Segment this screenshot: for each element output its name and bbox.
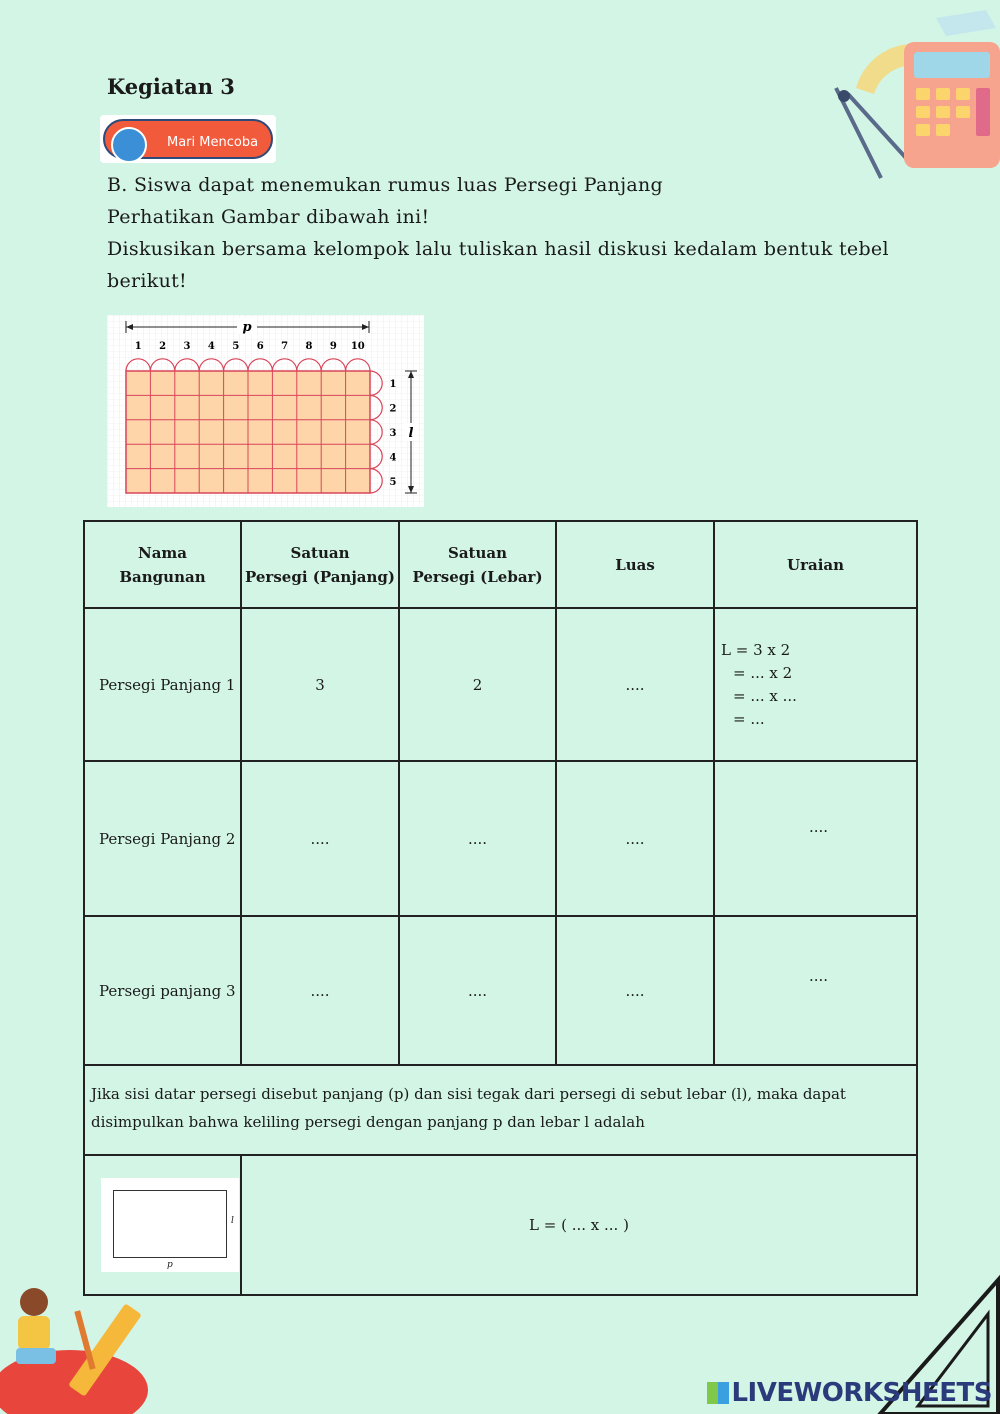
instruction-line-2: Perhatikan Gambar dibawah ini! xyxy=(107,206,430,228)
conclusion-text xyxy=(84,1065,917,1155)
column-label: 6 xyxy=(256,341,264,352)
row3-uraian-input[interactable]: .... xyxy=(714,916,917,1065)
row-label: 1 xyxy=(389,379,397,391)
row1-uraian xyxy=(714,608,917,761)
rect-l-label: l xyxy=(231,1216,234,1226)
header-luas: Luas xyxy=(556,521,714,608)
row3-luas-input[interactable]: .... xyxy=(556,916,714,1065)
rect-p-label: p xyxy=(167,1260,173,1270)
column-label: 9 xyxy=(329,341,337,352)
row-label: 2 xyxy=(389,403,397,415)
instruction-line-3: Diskusikan bersama kelompok lalu tuliskan hasil diskusi kedalam bentuk tebel xyxy=(107,238,889,260)
stationery-illustration xyxy=(826,8,1000,188)
rectangle-grid-figure xyxy=(107,315,424,507)
column-label: 5 xyxy=(232,341,240,352)
column-label: 1 xyxy=(134,341,142,352)
logo-text: LIVEWORKSHEETS xyxy=(731,1378,992,1408)
p-label: p xyxy=(242,320,252,335)
header-satuan-lebar xyxy=(399,521,556,608)
instruction-line-1: B. Siswa dapat menemukan rumus luas Persegi Panjang xyxy=(107,174,664,196)
table-row xyxy=(84,761,917,916)
column-label: 2 xyxy=(159,341,167,352)
header-nama-line2: Bangunan xyxy=(119,567,206,586)
row2-panjang-input[interactable]: .... xyxy=(241,761,399,916)
row3-nama: Persegi panjang 3 xyxy=(84,916,241,1065)
uraian-line-4[interactable]: = ... xyxy=(733,709,765,728)
rectangle-diagram-cell xyxy=(84,1155,241,1295)
uraian-line-1: L = 3 x 2 xyxy=(721,640,791,659)
rectangle-diagram xyxy=(101,1178,239,1272)
uraian-line-2[interactable]: = ... x 2 xyxy=(733,663,793,682)
row1-nama: Persegi Panjang 1 xyxy=(84,608,241,761)
badge-label: Mari Mencoba xyxy=(167,135,259,150)
data-table xyxy=(83,520,918,1296)
table-row xyxy=(84,916,917,1065)
column-label: 8 xyxy=(305,341,313,352)
table-row xyxy=(84,608,917,761)
row2-nama: Persegi Panjang 2 xyxy=(84,761,241,916)
header-sp-line2: Persegi (Panjang) xyxy=(245,567,395,586)
uraian-line-3[interactable]: = ... x ... xyxy=(733,686,797,705)
row2-luas-input[interactable]: .... xyxy=(556,761,714,916)
row-label: 4 xyxy=(389,452,397,464)
instruction-line-4: berikut! xyxy=(107,270,187,292)
header-sp-line1: Satuan xyxy=(290,543,350,562)
liveworksheets-logo xyxy=(707,1378,992,1408)
conclusion-line-1: Jika sisi datar persegi disebut panjang (p) dan sisi tegak dari persegi di sebut lebar (l), maka dapat xyxy=(91,1085,846,1103)
column-label: 4 xyxy=(207,341,215,352)
row2-lebar-input[interactable]: .... xyxy=(399,761,556,916)
column-label: 10 xyxy=(350,341,365,352)
row1-luas-input[interactable]: .... xyxy=(556,608,714,761)
row3-lebar-input[interactable]: .... xyxy=(399,916,556,1065)
student-illustration xyxy=(0,1280,170,1414)
conclusion-line-2: disimpulkan bahwa keliling persegi dengan panjang p dan lebar l adalah xyxy=(91,1113,645,1131)
header-nama-line1: Nama xyxy=(137,543,188,562)
row-label: 3 xyxy=(389,428,397,439)
header-nama-bangunan xyxy=(84,521,241,608)
column-label: 7 xyxy=(281,341,289,352)
hand-globe-icon xyxy=(111,127,147,163)
header-sl-line1: Satuan xyxy=(447,543,507,562)
header-satuan-panjang xyxy=(241,521,399,608)
row2-uraian-input[interactable]: .... xyxy=(714,761,917,916)
mari-mencoba-badge xyxy=(100,115,276,163)
row-label: 5 xyxy=(389,476,397,488)
header-uraian: Uraian xyxy=(714,521,917,608)
page-title: Kegiatan 3 xyxy=(107,74,235,99)
l-label: l xyxy=(408,426,414,441)
formula-input[interactable]: L = ( ... x ... ) xyxy=(241,1155,917,1295)
row3-panjang-input[interactable]: .... xyxy=(241,916,399,1065)
row1-panjang[interactable]: 3 xyxy=(241,608,399,761)
row1-lebar[interactable]: 2 xyxy=(399,608,556,761)
header-sl-line2: Persegi (Lebar) xyxy=(412,567,543,586)
grid-diagram xyxy=(107,315,424,507)
column-label: 3 xyxy=(183,341,191,352)
